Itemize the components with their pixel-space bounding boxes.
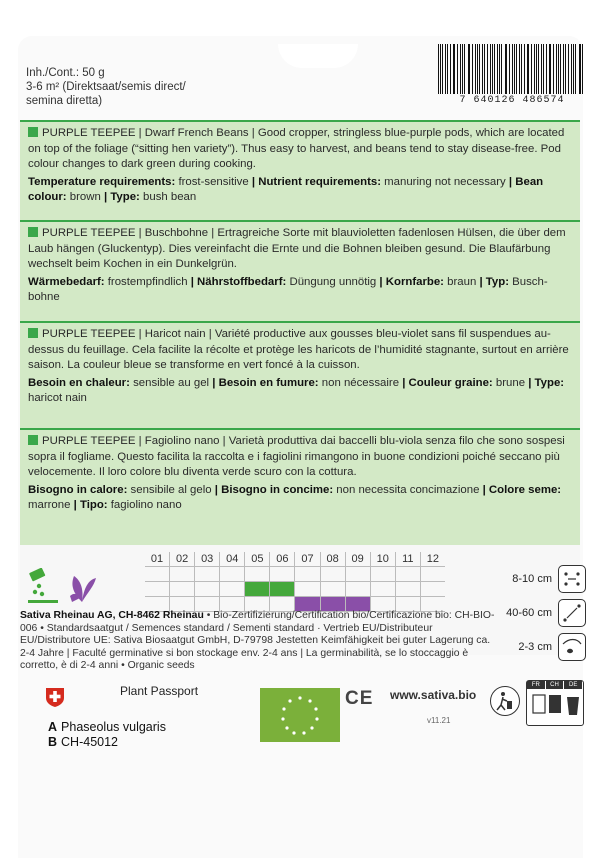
section-requirements: Besoin en chaleur: sensible au gel | Besoin en fumure: non nécessaire | Couleur graine: brune | Type: haricot nain bbox=[28, 376, 565, 405]
calendar-cell bbox=[269, 567, 294, 581]
calendar-month-label: 01 bbox=[150, 553, 164, 565]
barcode-bar bbox=[556, 44, 557, 94]
green-square-icon bbox=[28, 435, 38, 445]
barcode-bar bbox=[534, 44, 535, 94]
barcode-bars bbox=[438, 44, 586, 94]
hang-hole bbox=[278, 44, 358, 68]
calendar-cell bbox=[370, 567, 395, 581]
calendar-cell bbox=[244, 582, 269, 596]
barcode-bar bbox=[521, 44, 522, 94]
calendar-cell bbox=[269, 582, 294, 596]
calendar-cell bbox=[194, 567, 219, 581]
section-requirements: Wärmebedarf: frostempfindlich | Nährstoffbedarf: Düngung unnötig | Kornfarbe: braun | Typ: Busch-bohne bbox=[28, 275, 548, 304]
version-label: v11.21 bbox=[427, 716, 451, 725]
calendar-cell bbox=[169, 582, 194, 596]
barcode-bar bbox=[457, 44, 458, 94]
sowing-calendar bbox=[145, 552, 445, 612]
calendar-cell bbox=[219, 567, 244, 581]
calendar-cell bbox=[294, 582, 319, 596]
section-description: PURPLE TEEPEE | Haricot nain | Variété productive aux gousses bleu-violet sans fil suspendues au-dessus du feuillage. Cela facilite la récolte et protège les haricots de l’humidité stagnante, surtout en arrière saison. La couleur bleue se transforme en vert foncé à la cuisson. bbox=[28, 328, 569, 372]
section-description: PURPLE TEEPEE | Fagiolino nano | Varietà produttiva dai baccelli blu-viola senza filo che sono sospesi sopra il fogliame. Questo facilita la raccolta e i fagiolini rimangono in buone condizioni poiché seccano più velocemente. Il loro colore blu diventa verde scuro con la cottura. bbox=[28, 435, 565, 479]
calendar-cell bbox=[194, 582, 219, 596]
section-description: PURPLE TEEPEE | Dwarf French Beans | Good cropper, stringless blue-purple pods, which are located on top of the foliage (“sitting hen variety”). Thus easy to harvest, and beans tend to stay disease-free. Pod colour changes to dark green during cooking. bbox=[28, 127, 565, 171]
section-description: PURPLE TEEPEE | Buschbohne | Ertragreiche Sorte mit blauvioletten fadenlosen Hülsen, die über dem Laub hängen (Gluckentyp). Dies vereinfacht die Ernte und die Bohnen bleiben gesund. Die Blaufärbung wechselt beim Kochen in ein Dunkelgrün. bbox=[28, 227, 566, 271]
spec-sowing-depth: 2-3 cm bbox=[492, 633, 597, 661]
barcode-number: 7 640126 486574 bbox=[459, 95, 565, 106]
calendar-cell bbox=[320, 597, 345, 611]
barcode-bar bbox=[445, 44, 446, 94]
calendar-month-label: 10 bbox=[370, 552, 395, 566]
spec-row-spacing: 8-10 cm bbox=[492, 565, 597, 593]
barcode-bar bbox=[497, 44, 498, 94]
packet-header bbox=[26, 66, 586, 118]
eu-organic-leaf-icon bbox=[260, 688, 340, 742]
calendar-month-label: 02 bbox=[169, 552, 194, 566]
barcode-bar bbox=[527, 44, 528, 94]
barcode-bar bbox=[484, 44, 485, 94]
barcode-bar bbox=[460, 44, 461, 94]
calendar-month-label: 09 bbox=[345, 552, 370, 566]
section-italian bbox=[20, 430, 580, 545]
calendar-month-label: 03 bbox=[194, 552, 219, 566]
barcode-bar bbox=[479, 44, 480, 94]
section-english bbox=[20, 122, 580, 220]
country-tab: FR bbox=[527, 681, 545, 689]
calendar-cell bbox=[244, 567, 269, 581]
section-requirements: Temperature requirements: frost-sensitive | Nutrient requirements: manuring not necessary | Bean colour: brown | Type: bush bean bbox=[28, 175, 544, 204]
calendar-cell bbox=[169, 597, 194, 611]
section-german bbox=[20, 222, 580, 321]
plant-passport-title: Plant Passport bbox=[120, 684, 199, 698]
calendar-cell bbox=[169, 567, 194, 581]
recycle-person-icon bbox=[490, 686, 520, 716]
ce-mark: CE bbox=[345, 688, 374, 709]
calendar-cell bbox=[395, 597, 420, 611]
calendar-row-sowing bbox=[145, 582, 445, 597]
calendar-cell bbox=[320, 567, 345, 581]
swiss-flag-icon bbox=[44, 686, 66, 708]
barcode-bar bbox=[575, 44, 576, 94]
calendar-cell bbox=[320, 582, 345, 596]
calendar-month-label: 05 bbox=[244, 552, 269, 566]
barcode-bar bbox=[568, 44, 569, 94]
green-square-icon bbox=[28, 127, 38, 137]
section-requirements: Bisogno in calore: sensibile al gelo | Bisogno in concime: non necessita concimazione | Colore seme: marrone | Tipo: fagiolino nano bbox=[28, 483, 562, 512]
passport-line-a: A Phaseolus vulgaris bbox=[48, 720, 166, 734]
calendar-cell bbox=[395, 567, 420, 581]
green-square-icon bbox=[28, 227, 38, 237]
calendar-cell bbox=[420, 582, 445, 596]
calendar-cell bbox=[145, 567, 169, 581]
recycling-country-tabs bbox=[527, 681, 583, 689]
contents-line: semina diretta) bbox=[26, 95, 103, 107]
barcode-bar bbox=[512, 44, 513, 94]
calendar-month-label: 12 bbox=[420, 552, 445, 566]
barcode-bar bbox=[541, 44, 542, 94]
barcode-bar bbox=[487, 44, 488, 94]
calendar-month-label: 04 bbox=[219, 552, 244, 566]
spec-plant-spacing: 40-60 cm bbox=[492, 599, 597, 627]
calendar-cell bbox=[244, 597, 269, 611]
recycle-bins-icon bbox=[527, 689, 583, 723]
barcode-bar bbox=[464, 44, 465, 94]
calendar-row-empty bbox=[145, 567, 445, 582]
barcode-bar bbox=[509, 44, 510, 94]
sowing-icon bbox=[26, 568, 62, 606]
calendar-cell bbox=[194, 597, 219, 611]
calendar-cell bbox=[145, 582, 169, 596]
calendar-month-label: 08 bbox=[320, 552, 345, 566]
harvest-icon bbox=[64, 568, 100, 606]
plant-passport-details bbox=[48, 720, 166, 750]
contents-line: Inh./Cont.: 50 g bbox=[26, 67, 105, 79]
contents-info bbox=[26, 66, 226, 108]
row-spacing-icon bbox=[558, 565, 586, 593]
calendar-cell bbox=[145, 597, 169, 611]
calendar-cell bbox=[345, 597, 370, 611]
calendar-cell bbox=[345, 582, 370, 596]
calendar-cell bbox=[370, 582, 395, 596]
website-link[interactable]: www.sativa.bio bbox=[390, 688, 477, 702]
spacing-specs bbox=[492, 565, 597, 667]
calendar-month-label: 06 bbox=[269, 552, 294, 566]
barcode-bar bbox=[447, 44, 448, 94]
sowing-depth-icon bbox=[558, 633, 586, 661]
country-tab: CH bbox=[546, 681, 564, 689]
calendar-months bbox=[145, 552, 445, 567]
calendar-cell bbox=[219, 597, 244, 611]
calendar-cell bbox=[370, 597, 395, 611]
plant-passport bbox=[20, 670, 580, 760]
barcode-bar bbox=[501, 44, 502, 94]
calendar-cell bbox=[420, 597, 445, 611]
barcode-bar bbox=[543, 44, 544, 94]
calendar-month-label: 07 bbox=[294, 552, 319, 566]
country-tab: DE bbox=[564, 681, 582, 689]
calendar-cell bbox=[395, 582, 420, 596]
calendar-cell bbox=[294, 567, 319, 581]
passport-line-b: B CH-45012 bbox=[48, 735, 119, 749]
plant-spacing-icon bbox=[558, 599, 586, 627]
calendar-cell bbox=[269, 597, 294, 611]
recycling-countries bbox=[526, 680, 584, 726]
calendar-cell bbox=[420, 567, 445, 581]
green-square-icon bbox=[28, 328, 38, 338]
barcode-bar bbox=[582, 44, 583, 94]
barcode-bar bbox=[553, 44, 554, 94]
barcode-bar bbox=[438, 44, 439, 94]
calendar-cell bbox=[294, 597, 319, 611]
barcode-bar bbox=[563, 44, 564, 94]
calendar-legend-icons bbox=[26, 568, 101, 606]
calendar-cell bbox=[345, 567, 370, 581]
barcode-bar bbox=[472, 44, 473, 94]
company-info: Sativa Rheinau AG, CH-8462 Rheinau • Bio-Zertifizierung/Certification bio/Certificazione bio: CH-BIO-006 • Standardsaatgut / Semences standard / Sementi standard · Vertrieb EU/Distributeur EU/Distributore UE: Sativa Biosaatgut GmbH, D-79798 Jestetten Keimfähigkeit bei guter Lagerung ca. 2-4 Jahre | Faculté germinative si bon stockage env. 2-4 ans | La germinabilità, se lo stoccaggio è corretto, è di 2-4 anni • Organic seeds bbox=[20, 610, 495, 672]
calendar-cell bbox=[219, 582, 244, 596]
barcode bbox=[438, 44, 586, 108]
contents-line: 3-6 m² (Direktsaat/semis direct/ bbox=[26, 81, 186, 93]
calendar-month-label: 11 bbox=[395, 552, 420, 566]
section-french bbox=[20, 323, 580, 428]
